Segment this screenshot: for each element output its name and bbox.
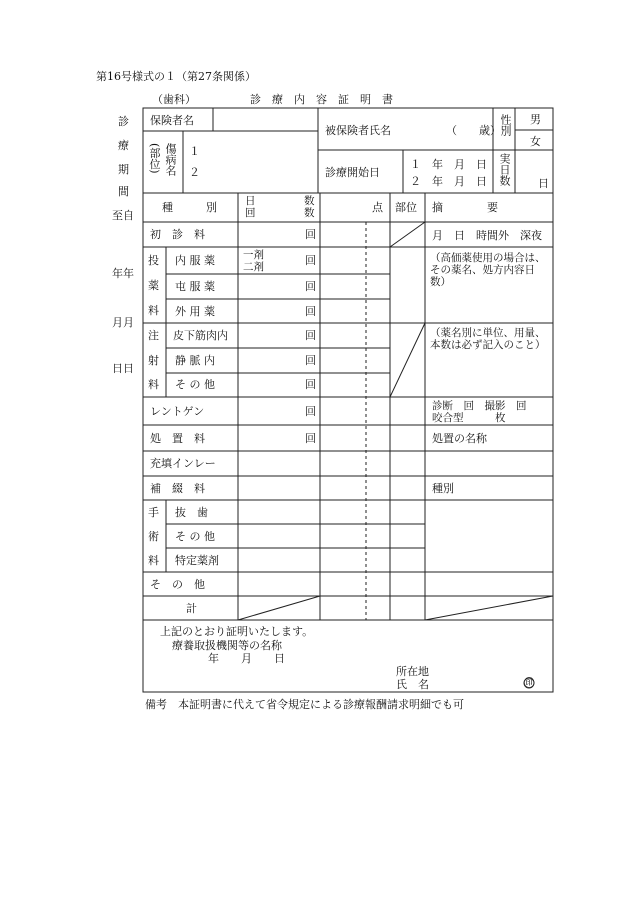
certification-date: 年 月 日 (208, 652, 285, 665)
header-part: 部位 (395, 201, 417, 214)
header-times: 回 (245, 207, 256, 219)
row-surgery-other: そ の 他 (175, 530, 215, 543)
sex-label: 性別 (499, 114, 512, 136)
medication-group-2: 薬 (148, 279, 159, 292)
document-title: 診 療 内 容 証 明 書 (250, 93, 393, 106)
row-total: 計 (186, 602, 197, 615)
injection-group-1: 注 (148, 329, 159, 342)
row-dose-2: 二剤 (243, 261, 264, 273)
medication-group-3: 料 (148, 304, 159, 317)
injury-1: １ (189, 145, 200, 158)
start-date-2: ２ 年 月 日 (410, 175, 487, 188)
surgery-group-1: 手 (148, 506, 159, 519)
insured-name-label: 被保険者氏名 (325, 124, 391, 137)
category-label: （歯科） (152, 93, 196, 106)
row-oral-unit: 回 (305, 254, 316, 267)
injection-group-3: 料 (148, 378, 159, 391)
row-treatment-unit: 回 (305, 432, 316, 445)
row-oral: 内 服 薬 (175, 254, 215, 267)
row-special-drug: 特定薬剤 (175, 554, 219, 567)
row-initial: 初 診 料 (150, 228, 205, 241)
row-filling: 充填インレー (150, 457, 216, 470)
footnote: 備考 本証明書に代えて省令規定による診療報酬請求明細でも可 (145, 698, 464, 711)
row-xray: レントゲン (150, 405, 205, 418)
header-count: 数 (304, 195, 315, 207)
actual-days-label: 実日数 (498, 153, 511, 186)
row-tonpuku: 屯 服 薬 (175, 280, 215, 293)
sex-male: 男 (530, 113, 541, 126)
row-treatment: 処 置 料 (150, 432, 205, 445)
row-external-unit: 回 (305, 305, 316, 318)
injury-label: 傷病名 (164, 143, 177, 176)
sex-female: 女 (530, 135, 541, 148)
row-intravenous: 静 脈 内 (175, 354, 215, 367)
row-injection-other-unit: 回 (305, 378, 316, 391)
side-period-2: 療 (118, 139, 129, 152)
start-date-1: １ 年 月 日 (410, 158, 487, 171)
row-tonpuku-unit: 回 (305, 280, 316, 293)
form-number: 第16号様式の１（第27条関係） (96, 70, 256, 83)
side-period-4: 間 (118, 185, 129, 198)
summary-type: 種別 (432, 482, 454, 495)
row-xray-unit: 回 (305, 405, 316, 418)
row-subcutaneous: 皮下筋肉内 (173, 329, 228, 342)
row-initial-unit: 回 (305, 228, 316, 241)
row-subcutaneous-unit: 回 (305, 329, 316, 342)
summary-drug-note: （高価薬使用の場合は、その薬名、処方内容日数） (430, 252, 546, 288)
side-days: 日日 (112, 362, 134, 375)
start-date-label: 診療開始日 (325, 166, 380, 179)
age-field: （ 歳） (446, 124, 501, 137)
medication-group-1: 投 (148, 254, 159, 267)
injection-group-2: 射 (148, 354, 159, 367)
header-kind: 種 別 (162, 201, 217, 214)
summary-treatment-name: 処置の名称 (432, 432, 487, 445)
certification-statement: 上記のとおり証明いたします。 (160, 625, 314, 638)
summary-injection-note: （薬名別に単位、用量、本数は必ず記入のこと） (430, 327, 546, 351)
insurer-label: 保険者名 (150, 114, 194, 127)
row-extraction: 抜 歯 (175, 506, 208, 519)
surgery-group-2: 術 (148, 530, 159, 543)
row-intravenous-unit: 回 (305, 354, 316, 367)
actual-days-unit: 日 (538, 177, 549, 190)
injury-2: ２ (189, 166, 200, 179)
surgery-group-3: 料 (148, 554, 159, 567)
header-count-2: 数 (304, 207, 315, 219)
side-period-3: 期 (118, 163, 129, 176)
side-range: 至自 (112, 209, 134, 222)
certification-name: 氏 名 (396, 678, 429, 691)
header-days: 日 (245, 195, 256, 207)
row-external: 外 用 薬 (175, 305, 215, 318)
summary-diagnosis: 診断 回 撮影 回 (432, 400, 527, 412)
row-injection-other: そ の 他 (175, 378, 215, 391)
header-points: 点 (372, 201, 383, 214)
row-prosthesis: 補 綴 料 (150, 482, 205, 495)
row-misc: そ の 他 (150, 578, 205, 591)
side-years: 年年 (112, 267, 134, 280)
part-label: (部位) (148, 143, 161, 174)
side-period-1: 診 (118, 115, 129, 128)
summary-bite: 咬合型 枚 (432, 412, 506, 424)
certification-address: 所在地 (396, 665, 429, 678)
row-dose-1: 一剤 (243, 249, 264, 261)
summary-visit-time: 月 日 時間外 深夜 (432, 229, 542, 242)
seal-mark: ㊞ (524, 677, 535, 689)
header-summary: 摘 要 (432, 201, 498, 214)
certification-institution: 療養取扱機関等の名称 (172, 639, 282, 652)
side-months: 月月 (112, 316, 134, 329)
